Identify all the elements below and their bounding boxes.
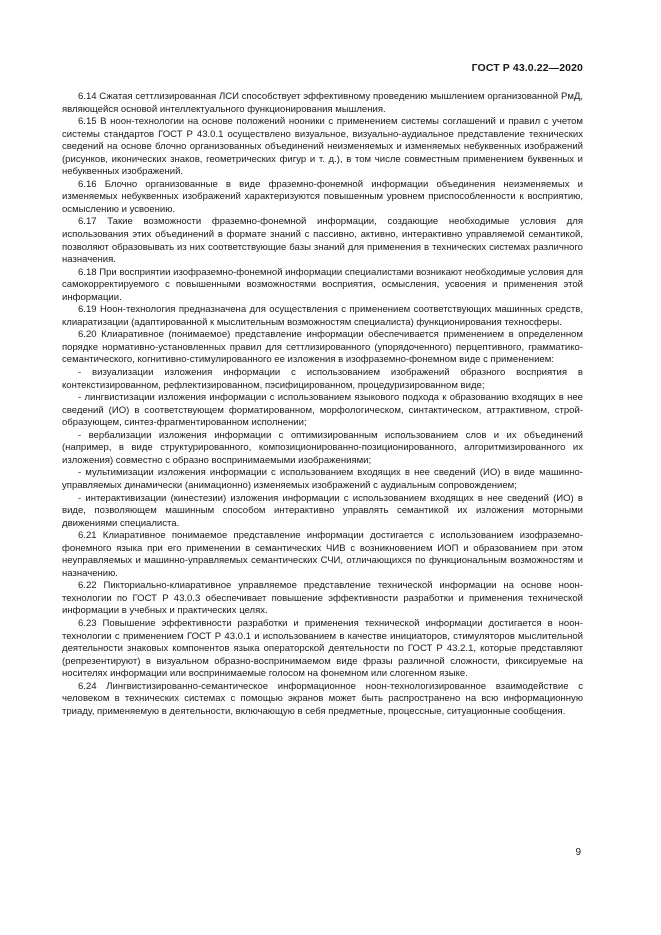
paragraph-6-23: 6.23 Повышение эффективности разработки и применения технической информации достигается в ноон-технологии с применением ГОСТ Р 43.0.1 и использованием в качестве инициаторов, стимуляторов мыслительной деятельности знаковых компонентов языка операторской деятельности по ГОСТ Р 43.2.1, которые представляют (репрезентируют) в визуальном образно-воспринимаемом виде фразы различной сложности, фиксируемые на носителях информации или воспринимаемые голосом на фонемном или слогенном языке. (62, 617, 583, 680)
list-item-multimization: - мультимизации изложения информации с использованием входящих в нее сведений (ИО) в виде машинно-управляемых динамически (анимационно) изменяемых изображений с аудиальным сопровождением; (62, 467, 583, 491)
list-item-linguistization: - лингвистизации изложения информации с использованием языкового подхода к образованию входящих в нее сведений (ИО) в соответствующем форматированном, морфологическом, синтактическом, аттрактивном, строй-образующем, синтез-фрагментированном исполнении; (62, 392, 583, 429)
paragraph-6-17: 6.17 Такие возможности фраземно-фонемной информации, создающие необходимые условия для использования этих объединений в формате знаний с пассивно, активно, интерактивно управляемой семантикой, позволяют образовывать из них соответствующие базы знаний для применения в технических системах различного назначения. (62, 216, 583, 266)
paragraph-6-19: 6.19 Ноон-технология предназначена для осуществления с применением соответствующих машинных средств, клиаратизации (адаптированной к мыслительным возможностям специалиста) функционирования техносферы. (62, 304, 583, 328)
paragraph-6-24: 6.24 Лингвистизированно-семантическое информационное ноон-технологизированное взаимодействие с человеком в технических системах с помощью экранов может быть распространено на всю информационную триаду, применяемую в деятельности, включающую в себя предметные, процессные, ситуационные сообщения. (62, 680, 583, 717)
list-item-interactivization: - интерактивизации (кинестезии) изложения информации с использованием входящих в нее сведений (ИО) в виде, позволяющем машинным способом интерактивно управлять семантикой их изложения моторными движениями специалиста. (62, 492, 583, 529)
page-header-standard: ГОСТ Р 43.0.22—2020 (471, 62, 583, 74)
paragraph-6-21: 6.21 Клиаративное понимаемое представление информации достигается с использованием изофраземно-фонемного языка при его применении в семантических ЧИВ с возникновением ИОП и образованием при этом неуправляемых и машинно-управляемых семантических СЧИ, отличающихся по функциональным возможностям и назначению. (62, 530, 583, 579)
list-item-visualization: - визуализации изложения информации с использованием изображений образного восприятия в контекстизированном, рефлектизированном, пэсифицированном, процедуризированном виде; (62, 367, 583, 391)
paragraph-6-22: 6.22 Пикториально-клиаративное управляемое представление технической информации на основе ноон-технологии по ГОСТ Р 43.0.3 обеспечивает повышение эффективности разработки и применения технической информации в учебных и практических целях. (62, 580, 583, 617)
page-number: 9 (575, 847, 581, 858)
paragraph-6-15: 6.15 В ноон-технологии на основе положений нооники с применением системы соглашений и правил с учетом системы стандартов ГОСТ Р 43.0.1 осуществлено визуальное, визуально-аудиальное представление технических сведений на основе блочно организованных объединений неизменяемых и изменяемых небуквенных изображений (рисунков, иконических знаков, геометрических фигур и т. д.), в том числе совместным применением буквенных и небуквенных изображений. (62, 116, 583, 178)
paragraph-6-18: 6.18 При восприятии изофраземно-фонемной информации специалистами возникают необходимые условия для самокорректируемого с повышенными возможностями восприятия, осмысления, усвоения и применения этой информации. (62, 266, 583, 303)
paragraph-6-16: 6.16 Блочно организованные в виде фраземно-фонемной информации объединения неизменяемых и изменяемых небуквенных изображений характеризуются повышенным уровнем приспособленности к восприятию, осмыслению и усвоению. (62, 178, 583, 215)
paragraph-6-14: 6.14 Сжатая сеттлизированная ЛСИ способствует эффективному проведению мышлением организованной РмД, являющейся основой интеллектуального функционирования мышления. (62, 91, 583, 115)
paragraph-6-20: 6.20 Клиаративное (понимаемое) представление информации обеспечивается применением в определенном порядке нормативно-установленных правил для сеттлизированного (упорядоченного) перцептивного, грамматико-семантического, когнитивно-стимулированного ее изложения в изофраземно-фонемном виде с применением: (62, 329, 583, 366)
list-item-verbalization: - вербализации изложения информации с оптимизированным использованием слов и их объединений (например, в виде структурированного, композиционированно-позиционированного, алгоритмизированного их изложения) совместно с образно воспринимаемыми изображениями; (62, 429, 583, 466)
document-body (62, 91, 583, 718)
